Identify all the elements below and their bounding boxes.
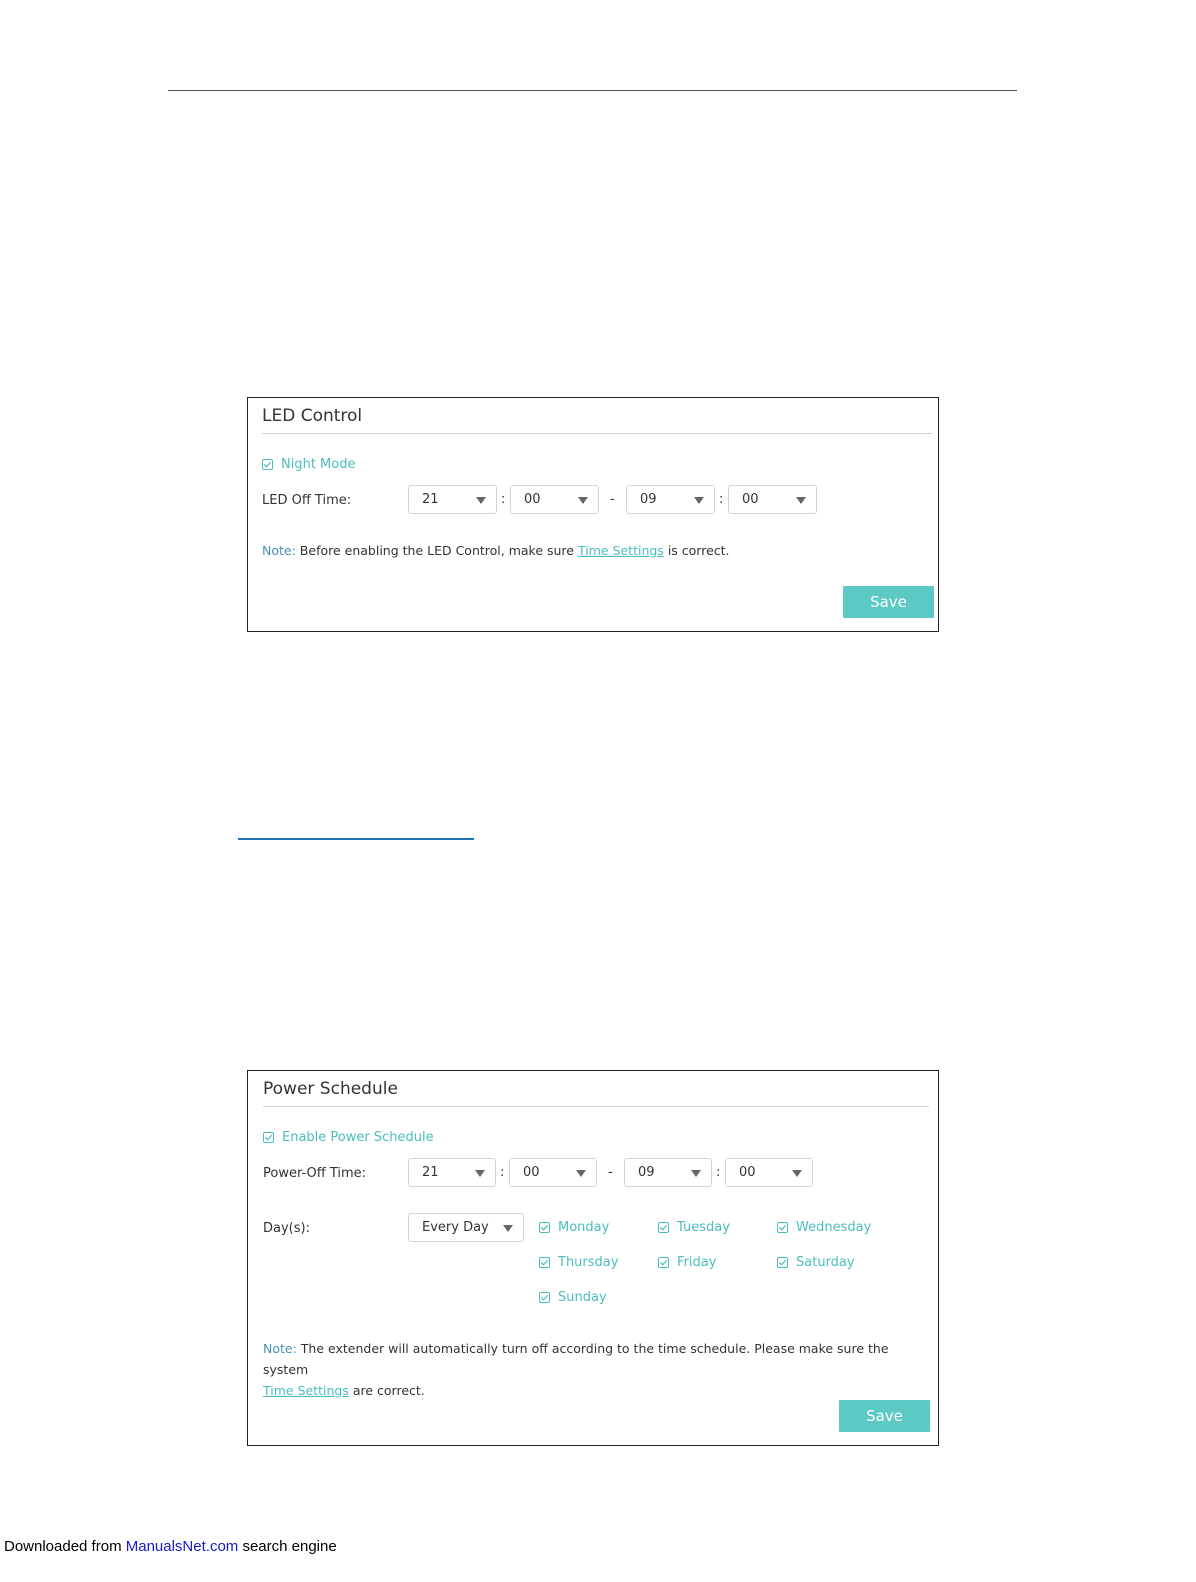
power-save-button[interactable]: Save xyxy=(839,1400,930,1432)
led-control-title-divider xyxy=(262,433,932,434)
note-text: The extender will automatically turn off according to the time schedule. Please make sure the system xyxy=(263,1341,889,1377)
chevron-down-icon xyxy=(691,1170,701,1177)
chevron-down-icon xyxy=(694,497,704,504)
chevron-down-icon xyxy=(796,497,806,504)
led-start-minute-select[interactable] xyxy=(510,485,599,514)
footer-link[interactable]: ManualsNet.com xyxy=(125,1538,239,1555)
day-label: Sunday xyxy=(558,1290,607,1305)
days-select-value: Every Day xyxy=(422,1220,489,1235)
note-key: Note: xyxy=(263,1341,297,1356)
checkbox-checked-icon xyxy=(539,1292,550,1303)
checkbox-checked-icon xyxy=(539,1222,550,1233)
led-off-time-label: LED Off Time: xyxy=(262,493,352,508)
page-top-rule xyxy=(168,90,1017,91)
checkbox-checked-icon xyxy=(539,1257,550,1268)
day-checkbox-friday[interactable] xyxy=(658,1255,716,1270)
time-colon: : xyxy=(716,1165,721,1180)
led-end-hour-select[interactable] xyxy=(626,485,715,514)
footer-prefix: Downloaded from xyxy=(4,1538,122,1555)
day-label: Saturday xyxy=(796,1255,855,1270)
days-select[interactable] xyxy=(408,1213,524,1242)
night-mode-checkbox[interactable] xyxy=(262,457,355,472)
checkbox-checked-icon xyxy=(777,1222,788,1233)
time-settings-link[interactable]: Time Settings xyxy=(263,1383,349,1398)
time-colon: : xyxy=(500,1165,505,1180)
power-end-minute-value: 00 xyxy=(739,1165,756,1180)
power-schedule-title: Power Schedule xyxy=(263,1079,398,1099)
power-note xyxy=(263,1338,923,1401)
led-save-button[interactable]: Save xyxy=(843,586,934,618)
night-mode-label: Night Mode xyxy=(281,457,356,472)
checkbox-checked-icon xyxy=(777,1257,788,1268)
led-end-hour-value: 09 xyxy=(640,492,657,507)
power-end-hour-select[interactable] xyxy=(624,1158,712,1187)
led-start-hour-value: 21 xyxy=(422,492,439,507)
day-checkbox-thursday[interactable] xyxy=(539,1255,618,1270)
led-end-minute-select[interactable] xyxy=(728,485,817,514)
day-label: Wednesday xyxy=(796,1220,872,1235)
time-range-dash: - xyxy=(608,1165,613,1180)
enable-power-schedule-checkbox[interactable] xyxy=(263,1130,434,1145)
chevron-down-icon xyxy=(792,1170,802,1177)
power-end-hour-value: 09 xyxy=(638,1165,655,1180)
chevron-down-icon xyxy=(475,1170,485,1177)
section-rule xyxy=(238,838,474,840)
chevron-down-icon xyxy=(576,1170,586,1177)
chevron-down-icon xyxy=(476,497,486,504)
day-checkbox-wednesday[interactable] xyxy=(777,1220,871,1235)
led-control-title: LED Control xyxy=(262,406,363,426)
power-start-minute-select[interactable] xyxy=(509,1158,597,1187)
chevron-down-icon xyxy=(578,497,588,504)
note-text-after: are correct. xyxy=(352,1383,425,1398)
checkbox-checked-icon xyxy=(262,459,273,470)
footer-suffix: search engine xyxy=(242,1538,337,1555)
day-checkbox-sunday[interactable] xyxy=(539,1290,607,1305)
power-start-minute-value: 00 xyxy=(523,1165,540,1180)
days-label: Day(s): xyxy=(263,1221,310,1236)
checkbox-checked-icon xyxy=(263,1132,274,1143)
note-text-after: is correct. xyxy=(667,543,730,558)
note-text: Before enabling the LED Control, make sure xyxy=(299,543,574,558)
chevron-down-icon xyxy=(503,1225,513,1232)
day-checkbox-saturday[interactable] xyxy=(777,1255,855,1270)
led-end-minute-value: 00 xyxy=(742,492,759,507)
led-control-panel xyxy=(247,397,939,632)
day-label: Thursday xyxy=(558,1255,619,1270)
time-settings-link[interactable]: Time Settings xyxy=(577,543,664,558)
day-label: Tuesday xyxy=(677,1220,730,1235)
led-start-minute-value: 00 xyxy=(524,492,541,507)
time-range-dash: - xyxy=(610,492,615,507)
checkbox-checked-icon xyxy=(658,1257,669,1268)
power-start-hour-value: 21 xyxy=(422,1165,439,1180)
led-note xyxy=(262,540,730,561)
day-label: Monday xyxy=(558,1220,610,1235)
note-key: Note: xyxy=(262,543,296,558)
download-footer xyxy=(4,1538,337,1555)
led-start-hour-select[interactable] xyxy=(408,485,497,514)
power-start-hour-select[interactable] xyxy=(408,1158,496,1187)
power-end-minute-select[interactable] xyxy=(725,1158,813,1187)
checkbox-checked-icon xyxy=(658,1222,669,1233)
power-schedule-panel xyxy=(247,1070,939,1446)
day-label: Friday xyxy=(677,1255,717,1270)
power-schedule-title-divider xyxy=(263,1106,929,1107)
time-colon: : xyxy=(501,492,506,507)
enable-power-schedule-label: Enable Power Schedule xyxy=(282,1130,434,1145)
day-checkbox-monday[interactable] xyxy=(539,1220,609,1235)
time-colon: : xyxy=(719,492,724,507)
day-checkbox-tuesday[interactable] xyxy=(658,1220,730,1235)
power-off-time-label: Power-Off Time: xyxy=(263,1166,367,1181)
